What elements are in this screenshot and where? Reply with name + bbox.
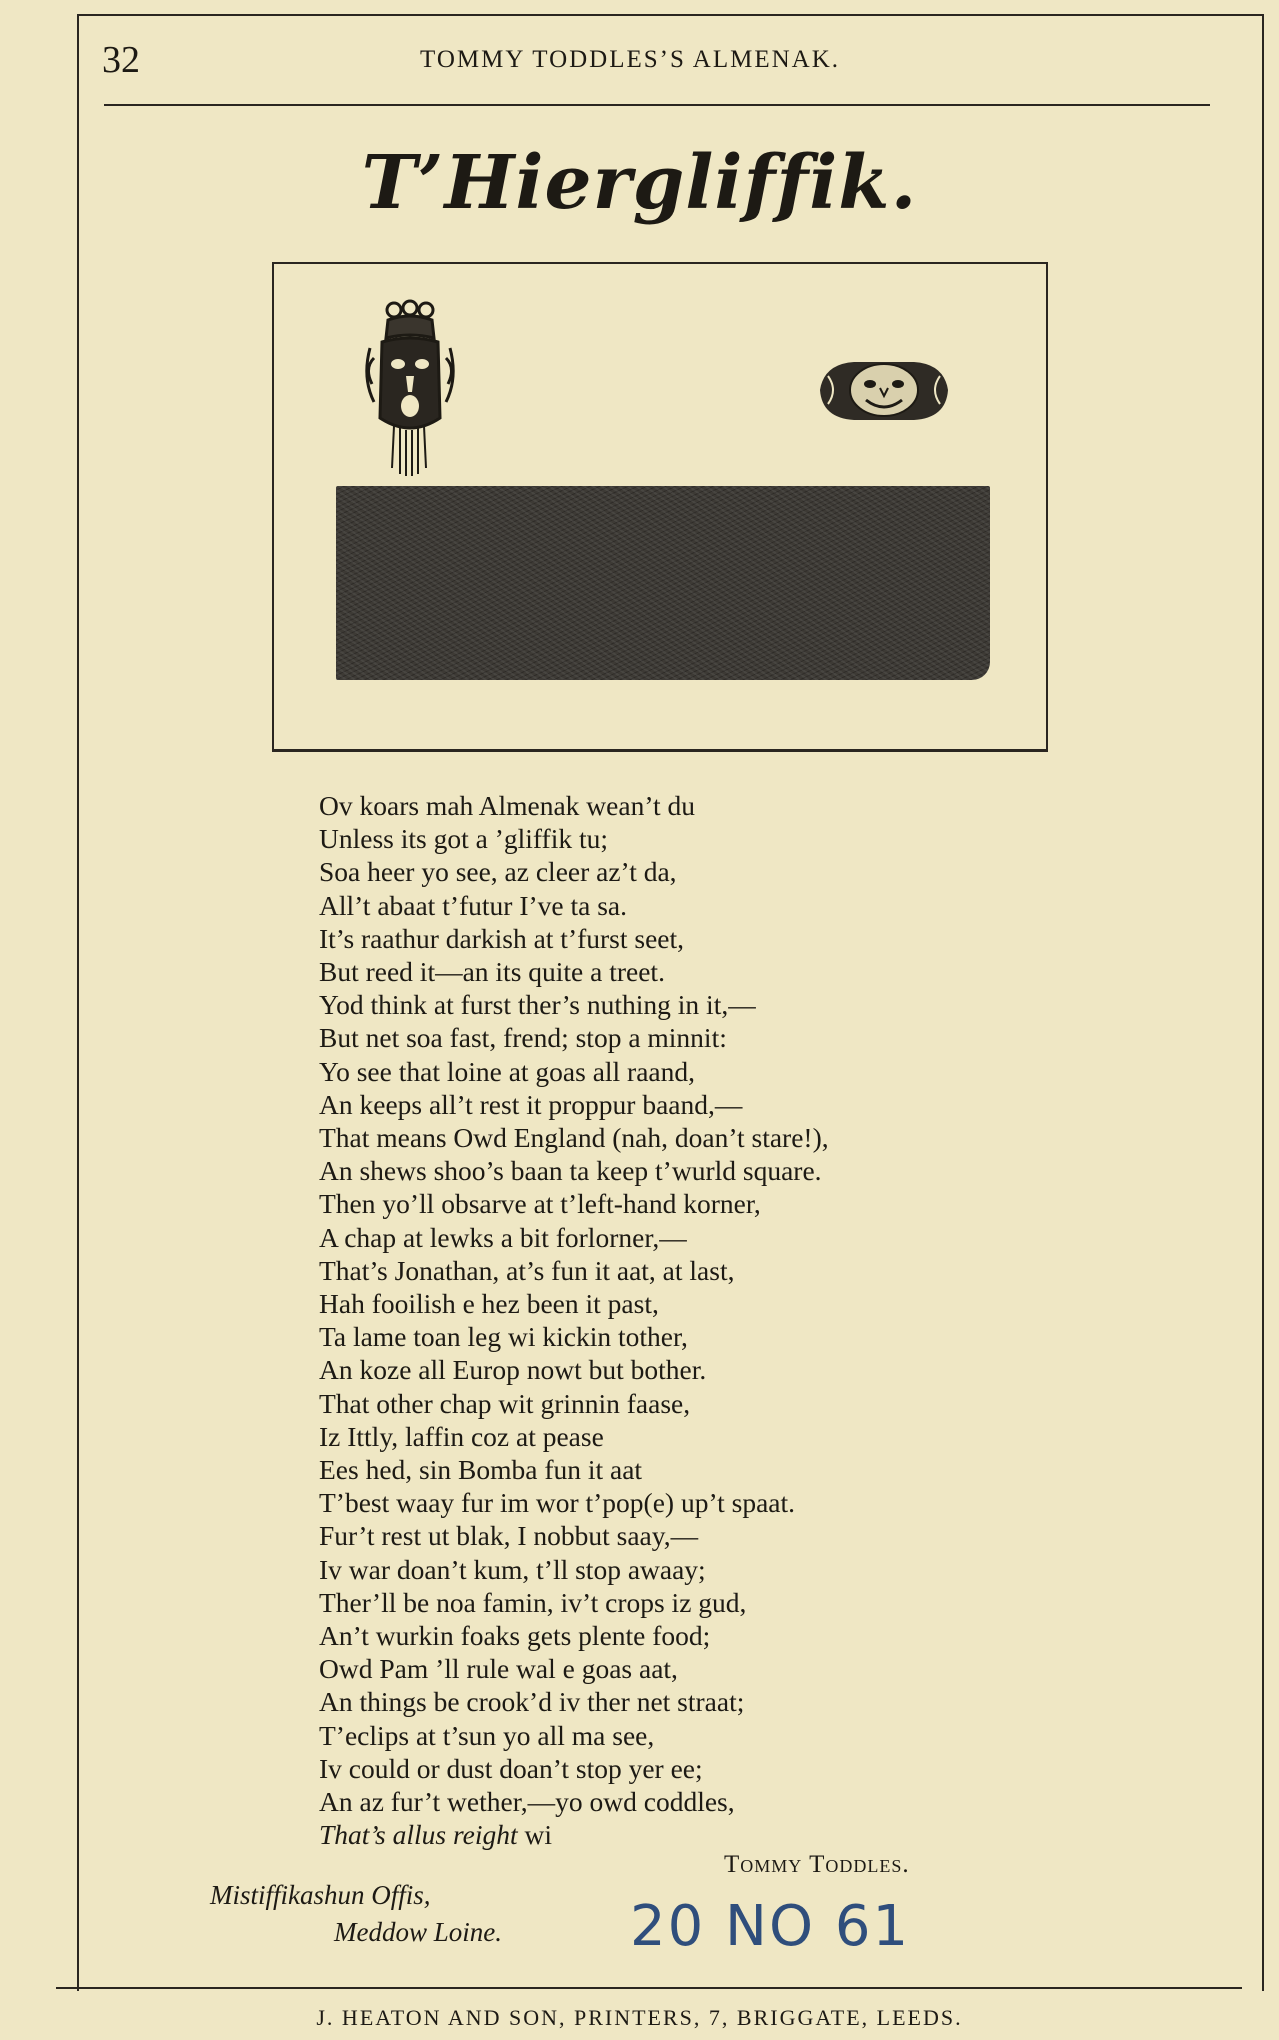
poem-line: That means Owd England (nah, doan’t stare!), bbox=[319, 1122, 829, 1154]
poem-line: That other chap wit grinnin faase, bbox=[319, 1387, 691, 1419]
poem-line: An shews shoo’s baan ta keep t’wurld square. bbox=[319, 1155, 822, 1187]
poem-line: Ther’ll be noa famin, iv’t crops iz gud, bbox=[319, 1586, 747, 1618]
poem-line: Soa heer yo see, az cleer az’t da, bbox=[319, 856, 677, 888]
grinning-face-figure bbox=[814, 356, 954, 426]
poem-line: Unless its got a ’gliffik tu; bbox=[319, 823, 608, 855]
poem-line: Ov koars mah Almenak wean’t du bbox=[319, 790, 696, 821]
illustration-bottom-rule bbox=[272, 749, 1046, 751]
poem-line: A chap at lewks a bit forlorner,— bbox=[319, 1221, 687, 1253]
poem-line: Ta lame toan leg wi kickin tother, bbox=[319, 1321, 688, 1353]
page-number: 32 bbox=[102, 39, 140, 81]
poem-line: All’t abaat t’futur I’ve ta sa. bbox=[319, 889, 627, 921]
footer-rule bbox=[56, 1987, 1242, 1989]
poem-line: T’best waay fur im wor t’pop(e) up’t spaat. bbox=[319, 1487, 796, 1519]
poem-line: An’t wurkin foaks gets plente food; bbox=[319, 1620, 711, 1652]
poem-line: An az fur’t wether,—yo owd coddles, bbox=[319, 1786, 735, 1818]
poem-line: That’s Jonathan, at’s fun it aat, at last, bbox=[319, 1254, 735, 1286]
printer-imprint: J. HEATON AND SON, PRINTERS, 7, BRIGGATE, LEEDS. bbox=[316, 2005, 963, 2030]
poem-line: It’s raathur darkish at t’furst seet, bbox=[319, 922, 685, 954]
carved-mask-figure bbox=[360, 298, 460, 478]
office-address-line1: Mistiffikashun Offis, bbox=[210, 1880, 431, 1910]
poem-last-line bbox=[319, 1818, 829, 1851]
poem-line: Yod think at furst ther’s nuthing in it,— bbox=[319, 989, 756, 1021]
date-stamp: 20 NO 61 bbox=[630, 1894, 911, 1959]
poem-line: Iv could or dust doan’t stop yer ee; bbox=[319, 1752, 703, 1784]
page-title: T’Hiergliffik. bbox=[361, 140, 918, 226]
poem-last-line-italic: That’s allus reight bbox=[319, 1819, 518, 1851]
poem-last-line-rest: wi bbox=[517, 1819, 553, 1851]
poem-line: But reed it—an its quite a treet. bbox=[319, 956, 665, 988]
poem-line: Then yo’ll obsarve at t’left-hand korner, bbox=[319, 1188, 761, 1220]
running-head: TOMMY TODDLES’S ALMENAK. bbox=[420, 46, 841, 73]
poem-line: T’eclips at t’sun yo all ma see, bbox=[319, 1719, 655, 1751]
header-rule bbox=[104, 104, 1210, 106]
poem-line: Iv war doan’t kum, t’ll stop awaay; bbox=[319, 1553, 706, 1585]
poem-line: An koze all Europ nowt but bother. bbox=[319, 1354, 707, 1386]
poem-line: An keeps all’t rest it proppur baand,— bbox=[319, 1088, 743, 1120]
poem-line: Yo see that loine at goas all raand, bbox=[319, 1055, 696, 1087]
poem-line: Owd Pam ’ll rule wal e goas aat, bbox=[319, 1653, 678, 1685]
poem-line: Hah fooilish e hez been it past, bbox=[319, 1288, 659, 1320]
poem bbox=[319, 789, 829, 1852]
poem-line: Ees hed, sin Bomba fun it aat bbox=[319, 1454, 643, 1486]
dark-rectangle bbox=[336, 486, 990, 680]
poem-line: Fur’t rest ut blak, I nobbut saay,— bbox=[319, 1520, 699, 1552]
office-address-line2: Meddow Loine. bbox=[334, 1917, 502, 1947]
poem-line: Iz Ittly, laffin coz at pease bbox=[319, 1420, 604, 1452]
poem-line: An things be crook’d iv ther net straat; bbox=[319, 1686, 745, 1718]
signature: Tommy Toddles. bbox=[724, 1851, 910, 1878]
poem-line: But net soa fast, frend; stop a minnit: bbox=[319, 1022, 727, 1054]
